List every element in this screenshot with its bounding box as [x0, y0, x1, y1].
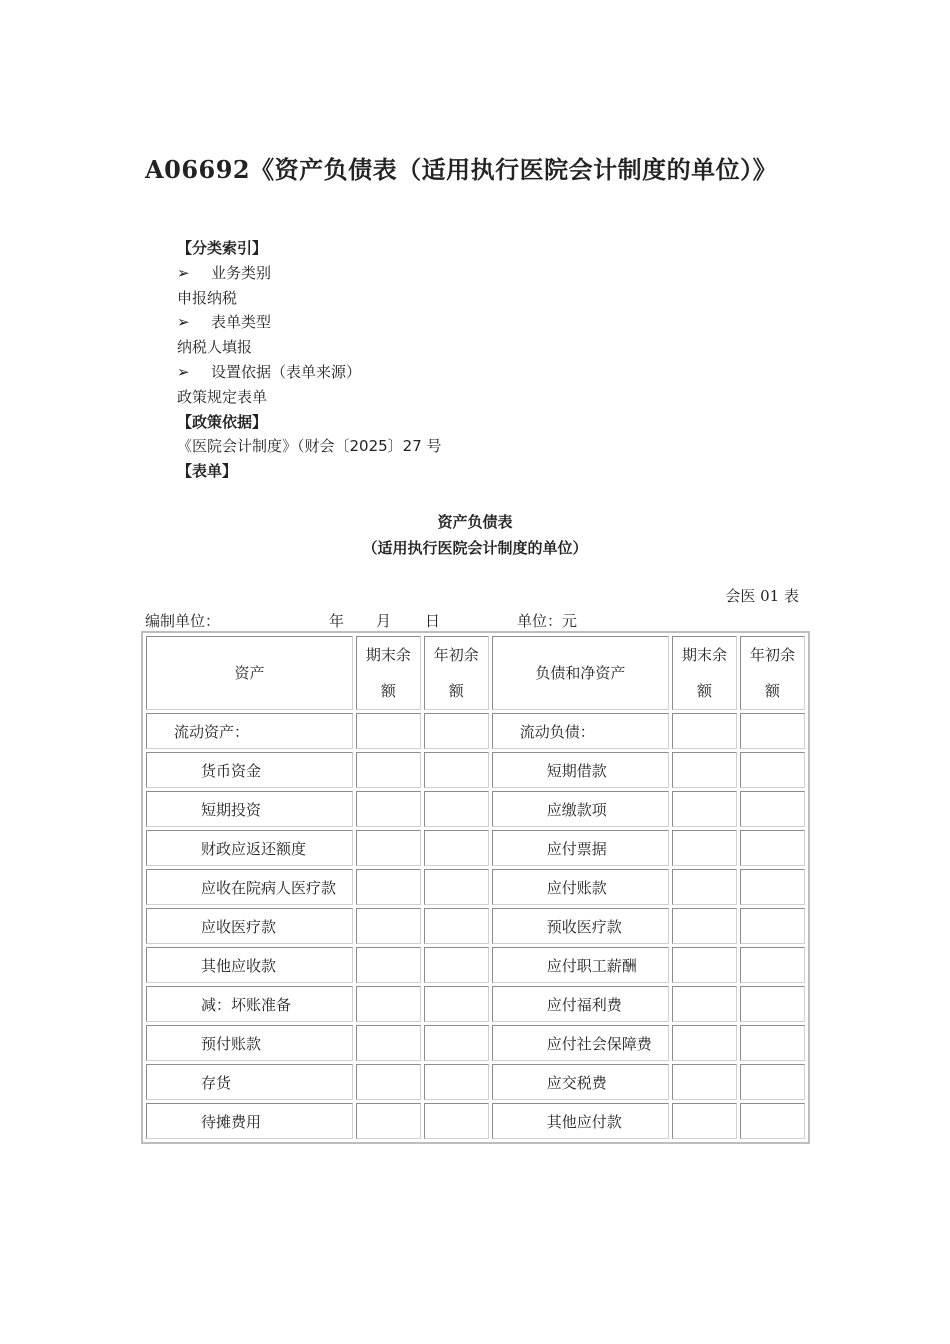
- form-code: 会医 01 表: [725, 587, 799, 605]
- asset-end-balance-cell[interactable]: [356, 1025, 421, 1061]
- liability-end-balance-cell[interactable]: [672, 713, 737, 749]
- year-label: 年: [329, 612, 345, 630]
- arrow-bullet-icon: ➢: [177, 313, 190, 332]
- header-text: 年初余: [750, 646, 796, 664]
- arrow-bullet-icon: ➢: [177, 362, 190, 381]
- asset-begin-balance-cell[interactable]: [424, 1025, 489, 1061]
- liability-end-balance-cell[interactable]: [672, 947, 737, 983]
- policy-heading: 【政策依据】: [177, 412, 268, 431]
- policy-text: 《医院会计制度》（财会〔2025〕27 号: [177, 437, 442, 456]
- asset-item-label: 流动资产：: [146, 713, 353, 749]
- header-assets: 资产: [146, 636, 353, 710]
- liability-end-balance-cell[interactable]: [672, 1025, 737, 1061]
- header-text: 额: [380, 682, 396, 700]
- header-text: 年初余: [433, 646, 479, 664]
- asset-begin-balance-cell[interactable]: [424, 752, 489, 788]
- index-item-label: 表单类型: [211, 313, 272, 332]
- asset-end-balance-cell[interactable]: [356, 908, 421, 944]
- liability-item-label: 应付职工薪酬: [492, 947, 669, 983]
- liability-begin-balance-cell[interactable]: [740, 752, 805, 788]
- balance-sheet-table: [141, 631, 810, 1144]
- org-label: 编制单位：: [145, 612, 221, 630]
- header-text: 额: [697, 682, 713, 700]
- table-row: [146, 1064, 805, 1100]
- form-heading: 【表单】: [177, 462, 238, 481]
- index-item-label: 设置依据（表单来源）: [211, 362, 362, 381]
- liability-begin-balance-cell[interactable]: [740, 1064, 805, 1100]
- liability-begin-balance-cell[interactable]: [740, 1103, 805, 1139]
- table-row: [146, 713, 805, 749]
- asset-begin-balance-cell[interactable]: [424, 791, 489, 827]
- header-liabilities: 负债和净资产: [492, 636, 669, 710]
- asset-end-balance-cell[interactable]: [356, 1064, 421, 1100]
- liability-begin-balance-cell[interactable]: [740, 1025, 805, 1061]
- month-label: 月: [376, 612, 392, 630]
- liability-begin-balance-cell[interactable]: [740, 908, 805, 944]
- asset-item-label: 存货: [146, 1064, 353, 1100]
- unit-label: 单位：元: [517, 612, 578, 630]
- asset-item-label: 应收医疗款: [146, 908, 353, 944]
- asset-begin-balance-cell[interactable]: [424, 986, 489, 1022]
- index-item-form-type: [177, 310, 442, 335]
- liability-item-label: 应付账款: [492, 869, 669, 905]
- index-heading: 【分类索引】: [177, 239, 268, 257]
- liability-end-balance-cell[interactable]: [672, 1103, 737, 1139]
- liability-begin-balance-cell[interactable]: [740, 713, 805, 749]
- asset-item-label: 应收在院病人医疗款: [146, 869, 353, 905]
- document-title: A06692《资产负债表（适用执行医院会计制度的单位）》: [145, 155, 778, 184]
- liability-end-balance-cell[interactable]: [672, 908, 737, 944]
- liability-end-balance-cell[interactable]: [672, 986, 737, 1022]
- index-item-basis: [177, 360, 442, 385]
- form-title: 资产负债表: [437, 513, 513, 531]
- liability-item-label: 其他应付款: [492, 1103, 669, 1139]
- header-text: 额: [765, 682, 781, 700]
- liability-item-label: 应付票据: [492, 830, 669, 866]
- header-text: 期末余: [682, 646, 728, 664]
- liability-begin-balance-cell[interactable]: [740, 986, 805, 1022]
- liability-begin-balance-cell[interactable]: [740, 869, 805, 905]
- arrow-bullet-icon: ➢: [177, 263, 190, 282]
- liability-end-balance-cell[interactable]: [672, 869, 737, 905]
- liability-begin-balance-cell[interactable]: [740, 791, 805, 827]
- form-subtitle: （适用执行医院会计制度的单位）: [362, 539, 588, 557]
- header-begin-balance: [424, 636, 489, 710]
- liability-end-balance-cell[interactable]: [672, 1064, 737, 1100]
- index-item-category: [177, 261, 442, 286]
- header-end-balance: [672, 636, 737, 710]
- asset-begin-balance-cell[interactable]: [424, 1064, 489, 1100]
- table-row: [146, 791, 805, 827]
- asset-end-balance-cell[interactable]: [356, 869, 421, 905]
- table-row: [146, 986, 805, 1022]
- index-item-value: 申报纳税: [177, 288, 238, 307]
- liability-item-label: 应交税费: [492, 1064, 669, 1100]
- liability-item-label: 流动负债：: [492, 713, 669, 749]
- index-item-value: 纳税人填报: [177, 338, 253, 357]
- asset-item-label: 短期投资: [146, 791, 353, 827]
- header-begin-balance: [740, 636, 805, 710]
- asset-begin-balance-cell[interactable]: [424, 713, 489, 749]
- asset-end-balance-cell[interactable]: [356, 713, 421, 749]
- asset-item-label: 货币资金: [146, 752, 353, 788]
- asset-begin-balance-cell[interactable]: [424, 830, 489, 866]
- header-text: 额: [448, 682, 464, 700]
- asset-item-label: 待摊费用: [146, 1103, 353, 1139]
- liability-end-balance-cell[interactable]: [672, 752, 737, 788]
- asset-item-label: 减：坏账准备: [146, 986, 353, 1022]
- table-row: [146, 752, 805, 788]
- day-label: 日: [425, 612, 441, 630]
- table-row: [146, 830, 805, 866]
- table-row: [146, 947, 805, 983]
- table-row: [146, 1103, 805, 1139]
- asset-begin-balance-cell[interactable]: [424, 947, 489, 983]
- index-item-label: 业务类别: [211, 263, 272, 282]
- asset-item-label: 预付账款: [146, 1025, 353, 1061]
- liability-item-label: 应付福利费: [492, 986, 669, 1022]
- table-header-row: [146, 636, 805, 710]
- asset-end-balance-cell[interactable]: [356, 986, 421, 1022]
- liability-end-balance-cell[interactable]: [672, 791, 737, 827]
- liability-item-label: 应缴款项: [492, 791, 669, 827]
- liability-begin-balance-cell[interactable]: [740, 830, 805, 866]
- header-text: 期末余: [365, 646, 411, 664]
- liability-item-label: 短期借款: [492, 752, 669, 788]
- table-row: [146, 908, 805, 944]
- table-row: [146, 869, 805, 905]
- asset-end-balance-cell[interactable]: [356, 791, 421, 827]
- asset-begin-balance-cell[interactable]: [424, 869, 489, 905]
- asset-end-balance-cell[interactable]: [356, 947, 421, 983]
- liability-item-label: 应付社会保障费: [492, 1025, 669, 1061]
- asset-end-balance-cell[interactable]: [356, 752, 421, 788]
- asset-end-balance-cell[interactable]: [356, 830, 421, 866]
- asset-begin-balance-cell[interactable]: [424, 908, 489, 944]
- asset-item-label: 财政应返还额度: [146, 830, 353, 866]
- liability-end-balance-cell[interactable]: [672, 830, 737, 866]
- liability-item-label: 预收医疗款: [492, 908, 669, 944]
- index-item-value: 政策规定表单: [177, 387, 268, 406]
- asset-begin-balance-cell[interactable]: [424, 1103, 489, 1139]
- header-end-balance: [356, 636, 421, 710]
- document-metadata: [177, 236, 442, 484]
- asset-end-balance-cell[interactable]: [356, 1103, 421, 1139]
- table-row: [146, 1025, 805, 1061]
- asset-item-label: 其他应收款: [146, 947, 353, 983]
- liability-begin-balance-cell[interactable]: [740, 947, 805, 983]
